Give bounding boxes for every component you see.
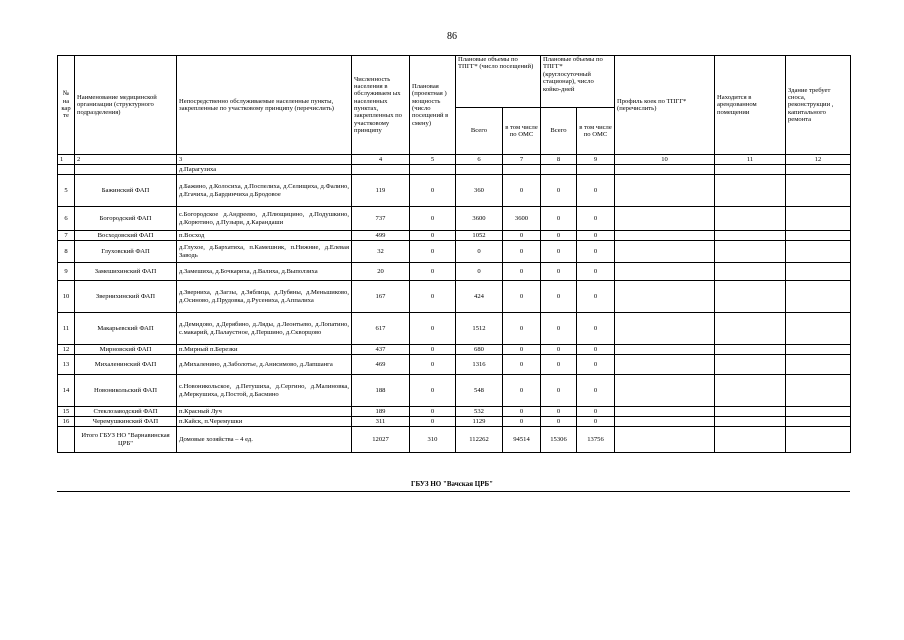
empty-cell — [715, 355, 786, 375]
capacity: 0 — [410, 345, 456, 355]
settlements: д.Бажино, д.Колосиха, д.Поспелиха, д.Селищиха, д.Фалино, д.Егачиха, д.Бардинчиха д.Бродовое — [177, 175, 352, 207]
population: 437 — [352, 345, 410, 355]
beds-oms: 0 — [577, 313, 615, 345]
visits-total: 532 — [456, 407, 503, 417]
col-number: 9 — [577, 155, 615, 165]
table-row — [58, 407, 851, 417]
header-settlements: Непосредственно обслуживаемые населенные пункты, закрепленные по участковому принципу (перечислить) — [177, 56, 352, 155]
table-row — [58, 207, 851, 231]
header-visits-oms: в том числе по ОМС — [503, 108, 541, 155]
empty-cell — [615, 375, 715, 407]
table-row — [58, 175, 851, 207]
organization-name: Звернихинский ФАП — [75, 281, 177, 313]
empty-cell — [786, 281, 851, 313]
population: 188 — [352, 375, 410, 407]
settlements: д.Демидово, д.Дерябино, д.Ляды, д.Леонтьево, д.Лопатино, с.макарий, д.Палаустное, д.Першино, д.Скворцово — [177, 313, 352, 345]
header-demolition: Здание требует сноса, реконструкции , капитального ремонта — [786, 56, 851, 155]
visits-oms: 0 — [503, 241, 541, 263]
continuation-row — [58, 165, 851, 175]
empty-cell — [715, 281, 786, 313]
empty-cell — [786, 355, 851, 375]
visits-total: 680 — [456, 345, 503, 355]
beds-total: 0 — [541, 375, 577, 407]
population: 499 — [352, 231, 410, 241]
capacity: 0 — [410, 263, 456, 281]
beds-total: 0 — [541, 207, 577, 231]
total-visits: 112262 — [456, 427, 503, 453]
visits-oms: 0 — [503, 263, 541, 281]
visits-oms: 0 — [503, 345, 541, 355]
empty-cell — [615, 407, 715, 417]
population: 189 — [352, 407, 410, 417]
visits-oms: 0 — [503, 281, 541, 313]
header-bed-profile: Профиль коек по ТПГГ* (перечислить) — [615, 56, 715, 155]
capacity: 0 — [410, 355, 456, 375]
empty-cell — [786, 313, 851, 345]
organization-name: Черемушкинский ФАП — [75, 417, 177, 427]
beds-oms: 0 — [577, 241, 615, 263]
table-row — [58, 263, 851, 281]
row-number: 7 — [58, 231, 75, 241]
header-beds-group: Плановые объемы по ТПГГ* (круглосуточный стационар), число койко-дней — [541, 56, 615, 108]
header-visits-group: Плановые объемы по ТПГГ* (число посещений) — [456, 56, 541, 108]
column-numbers-row — [58, 155, 851, 165]
population: 20 — [352, 263, 410, 281]
beds-total: 0 — [541, 281, 577, 313]
empty-cell — [615, 281, 715, 313]
col-number: 4 — [352, 155, 410, 165]
population: 617 — [352, 313, 410, 345]
beds-oms: 0 — [577, 375, 615, 407]
organization-name: Восходовский ФАП — [75, 231, 177, 241]
visits-total: 1129 — [456, 417, 503, 427]
col-number: 7 — [503, 155, 541, 165]
total-visits-oms: 94514 — [503, 427, 541, 453]
table-row — [58, 355, 851, 375]
visits-oms: 0 — [503, 375, 541, 407]
table-row — [58, 281, 851, 313]
beds-total: 0 — [541, 407, 577, 417]
header-beds-total: Всего — [541, 108, 577, 155]
row-number: 11 — [58, 313, 75, 345]
total-row — [58, 427, 851, 453]
divider — [57, 491, 850, 492]
beds-oms: 0 — [577, 417, 615, 427]
settlements: с.Новоникольское, д.Петушиха, д.Сергино, д.Малиновка, д.Меркушиха, д.Постой, д.Басмино — [177, 375, 352, 407]
empty-cell — [715, 345, 786, 355]
beds-total: 0 — [541, 345, 577, 355]
capacity: 0 — [410, 417, 456, 427]
settlements: п.Красный Луч — [177, 407, 352, 417]
capacity: 0 — [410, 231, 456, 241]
empty-cell — [615, 313, 715, 345]
organization-name: Замешихинский ФАП — [75, 263, 177, 281]
row-number: 10 — [58, 281, 75, 313]
col-number: 5 — [410, 155, 456, 165]
population: 469 — [352, 355, 410, 375]
empty-cell — [615, 417, 715, 427]
organization-name: Макарьевский ФАП — [75, 313, 177, 345]
visits-oms: 0 — [503, 355, 541, 375]
facilities-table — [57, 55, 851, 453]
settlements: п.Мирный п.Березки — [177, 345, 352, 355]
row-number: 6 — [58, 207, 75, 231]
empty-cell — [715, 207, 786, 231]
col-number: 10 — [615, 155, 715, 165]
table-row — [58, 231, 851, 241]
empty-cell — [715, 313, 786, 345]
beds-total: 0 — [541, 355, 577, 375]
organization-name: Новоникольский ФАП — [75, 375, 177, 407]
empty-cell — [615, 207, 715, 231]
table-row — [58, 313, 851, 345]
total-settlements: Домовые хозяйства – 4 ед. — [177, 427, 352, 453]
empty-cell — [786, 231, 851, 241]
organization-name: Михаленинский ФАП — [75, 355, 177, 375]
empty-cell — [786, 175, 851, 207]
empty-cell — [786, 263, 851, 281]
beds-oms: 0 — [577, 345, 615, 355]
organization-name: Мирновский ФАП — [75, 345, 177, 355]
table-row — [58, 345, 851, 355]
total-population: 12027 — [352, 427, 410, 453]
settlements: д.Зверниха, д.Загзы, д.Зяблица, д.Лубяны, д.Меньшиково, д.Осиново, д.Прудовка, д.Русениха, д.Аппалиха — [177, 281, 352, 313]
capacity: 0 — [410, 407, 456, 417]
empty-cell — [715, 231, 786, 241]
empty-cell — [615, 241, 715, 263]
empty-cell — [615, 355, 715, 375]
settlements: д.Михаленино, д.Заболотье, д.Анисимово, д.Лапшанга — [177, 355, 352, 375]
header-capacity: Плановая (проектная ) мощность (число посещений в смену) — [410, 56, 456, 155]
total-beds: 15306 — [541, 427, 577, 453]
beds-total: 0 — [541, 231, 577, 241]
row-number: 12 — [58, 345, 75, 355]
visits-total: 3600 — [456, 207, 503, 231]
beds-total: 0 — [541, 263, 577, 281]
settlements: с.Богородское д.Андреево, д.Плющицино, д.Подушкино, д.Корютино, д.Пузыри, д.Карандаши — [177, 207, 352, 231]
beds-oms: 0 — [577, 175, 615, 207]
population: 167 — [352, 281, 410, 313]
header-visits-total: Всего — [456, 108, 503, 155]
row-number: 13 — [58, 355, 75, 375]
beds-total: 0 — [541, 241, 577, 263]
empty-cell — [786, 407, 851, 417]
col-number: 12 — [786, 155, 851, 165]
total-label: Итого ГБУЗ НО "Варнавинская ЦРБ" — [75, 427, 177, 453]
empty-cell — [715, 175, 786, 207]
population: 119 — [352, 175, 410, 207]
empty-cell — [615, 263, 715, 281]
beds-oms: 0 — [577, 407, 615, 417]
visits-oms: 3600 — [503, 207, 541, 231]
row-number: 5 — [58, 175, 75, 207]
row-number: 8 — [58, 241, 75, 263]
visits-total: 0 — [456, 263, 503, 281]
empty-cell — [715, 375, 786, 407]
visits-total: 548 — [456, 375, 503, 407]
settlements: п.Восход — [177, 231, 352, 241]
capacity: 0 — [410, 241, 456, 263]
population: 32 — [352, 241, 410, 263]
population: 311 — [352, 417, 410, 427]
empty-cell — [786, 375, 851, 407]
visits-oms: 0 — [503, 313, 541, 345]
organization-name: Бажинский ФАП — [75, 175, 177, 207]
table-row — [58, 241, 851, 263]
settlements: д.Замешиха, д.Бочкариха, д.Валиха, д.Выползиха — [177, 263, 352, 281]
visits-total: 424 — [456, 281, 503, 313]
page-number: 86 — [447, 31, 457, 42]
empty-cell — [615, 345, 715, 355]
beds-total: 0 — [541, 417, 577, 427]
row-number: 14 — [58, 375, 75, 407]
capacity: 0 — [410, 281, 456, 313]
beds-oms: 0 — [577, 231, 615, 241]
table-row — [58, 375, 851, 407]
empty-cell — [715, 407, 786, 417]
visits-total: 1512 — [456, 313, 503, 345]
visits-oms: 0 — [503, 407, 541, 417]
visits-total: 1316 — [456, 355, 503, 375]
capacity: 0 — [410, 207, 456, 231]
col-number: 11 — [715, 155, 786, 165]
header-rented: Находится в арендованном помещении — [715, 56, 786, 155]
visits-oms: 0 — [503, 175, 541, 207]
col-number: 1 — [58, 155, 75, 165]
empty-cell — [786, 241, 851, 263]
col-number: 3 — [177, 155, 352, 165]
settlements: д.Глухое, д.Бархатиха, п.Камешник, п.Нижние, д.Елевая Заводь — [177, 241, 352, 263]
beds-total: 0 — [541, 313, 577, 345]
table-row — [58, 417, 851, 427]
empty-cell — [715, 263, 786, 281]
row-number: 16 — [58, 417, 75, 427]
empty-cell — [715, 241, 786, 263]
visits-oms: 0 — [503, 231, 541, 241]
visits-oms: 0 — [503, 417, 541, 427]
capacity: 0 — [410, 375, 456, 407]
beds-oms: 0 — [577, 355, 615, 375]
organization-name: Богородский ФАП — [75, 207, 177, 231]
header-organization: Наименование медицинской организации (структурного подразделения) — [75, 56, 177, 155]
col-number: 6 — [456, 155, 503, 165]
visits-total: 1052 — [456, 231, 503, 241]
header-beds-oms: в том числе по ОМС — [577, 108, 615, 155]
total-beds-oms: 13756 — [577, 427, 615, 453]
visits-total: 360 — [456, 175, 503, 207]
organization-name: Глуховский ФАП — [75, 241, 177, 263]
empty-cell — [786, 417, 851, 427]
empty-cell — [615, 231, 715, 241]
col-number: 2 — [75, 155, 177, 165]
continuation-settlement: д.Парагузиха — [177, 165, 352, 175]
section-title: ГБУЗ НО "Вачская ЦРБ" — [411, 480, 493, 488]
organization-name: Стеклозаводский ФАП — [75, 407, 177, 417]
empty-cell — [715, 417, 786, 427]
total-capacity: 310 — [410, 427, 456, 453]
empty-cell — [615, 175, 715, 207]
empty-cell — [786, 345, 851, 355]
beds-oms: 0 — [577, 207, 615, 231]
beds-oms: 0 — [577, 281, 615, 313]
row-number: 15 — [58, 407, 75, 417]
capacity: 0 — [410, 313, 456, 345]
header-population: Численность населения в обслуживаем ых населенных пунктах, закрепленных по участковому принципу — [352, 56, 410, 155]
row-number: 9 — [58, 263, 75, 281]
col-number: 8 — [541, 155, 577, 165]
beds-total: 0 — [541, 175, 577, 207]
population: 737 — [352, 207, 410, 231]
header-number: № на кар те — [58, 56, 75, 155]
empty-cell — [786, 207, 851, 231]
settlements: п.Кайск, п.Черемушки — [177, 417, 352, 427]
beds-oms: 0 — [577, 263, 615, 281]
capacity: 0 — [410, 175, 456, 207]
visits-total: 0 — [456, 241, 503, 263]
